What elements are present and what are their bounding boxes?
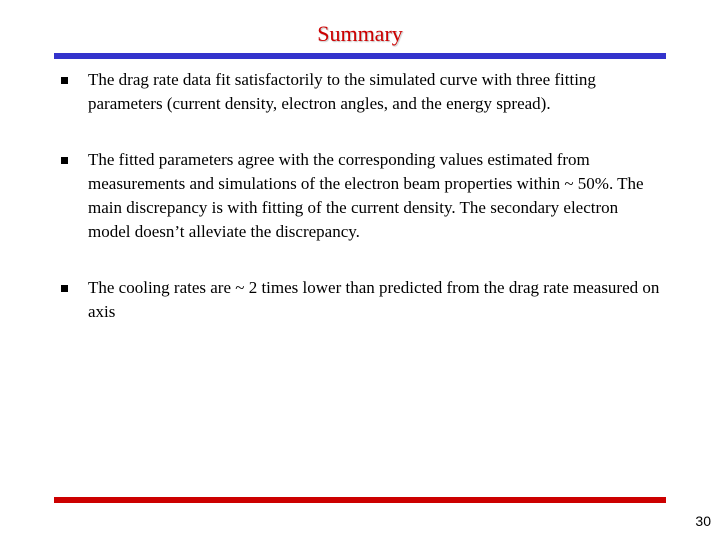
slide-title: Summary: [317, 21, 403, 46]
page-number: 30: [695, 513, 711, 529]
bullet-item: [60, 148, 660, 244]
bullet-text: The cooling rates are ~ 2 times lower than predicted from the drag rate measured on axis: [88, 278, 660, 321]
bullet-item: [60, 276, 660, 324]
bullet-text: The fitted parameters agree with the corresponding values estimated from measurements and simulations of the electron beam properties within ~ 50%. The main discrepancy is with fitting of the current density. The secondary electron model doesn’t alleviate the discrepancy.: [88, 150, 644, 241]
square-bullet-icon: [61, 77, 68, 84]
square-bullet-icon: [61, 157, 68, 164]
square-bullet-icon: [61, 285, 68, 292]
footer-rule: [54, 497, 666, 503]
bullet-text: The drag rate data fit satisfactorily to the simulated curve with three fitting parameters (current density, electron angles, and the energy spread).: [88, 70, 596, 113]
bullet-item: [60, 68, 660, 116]
title-underline: [54, 53, 666, 59]
bullet-list: [60, 68, 660, 324]
